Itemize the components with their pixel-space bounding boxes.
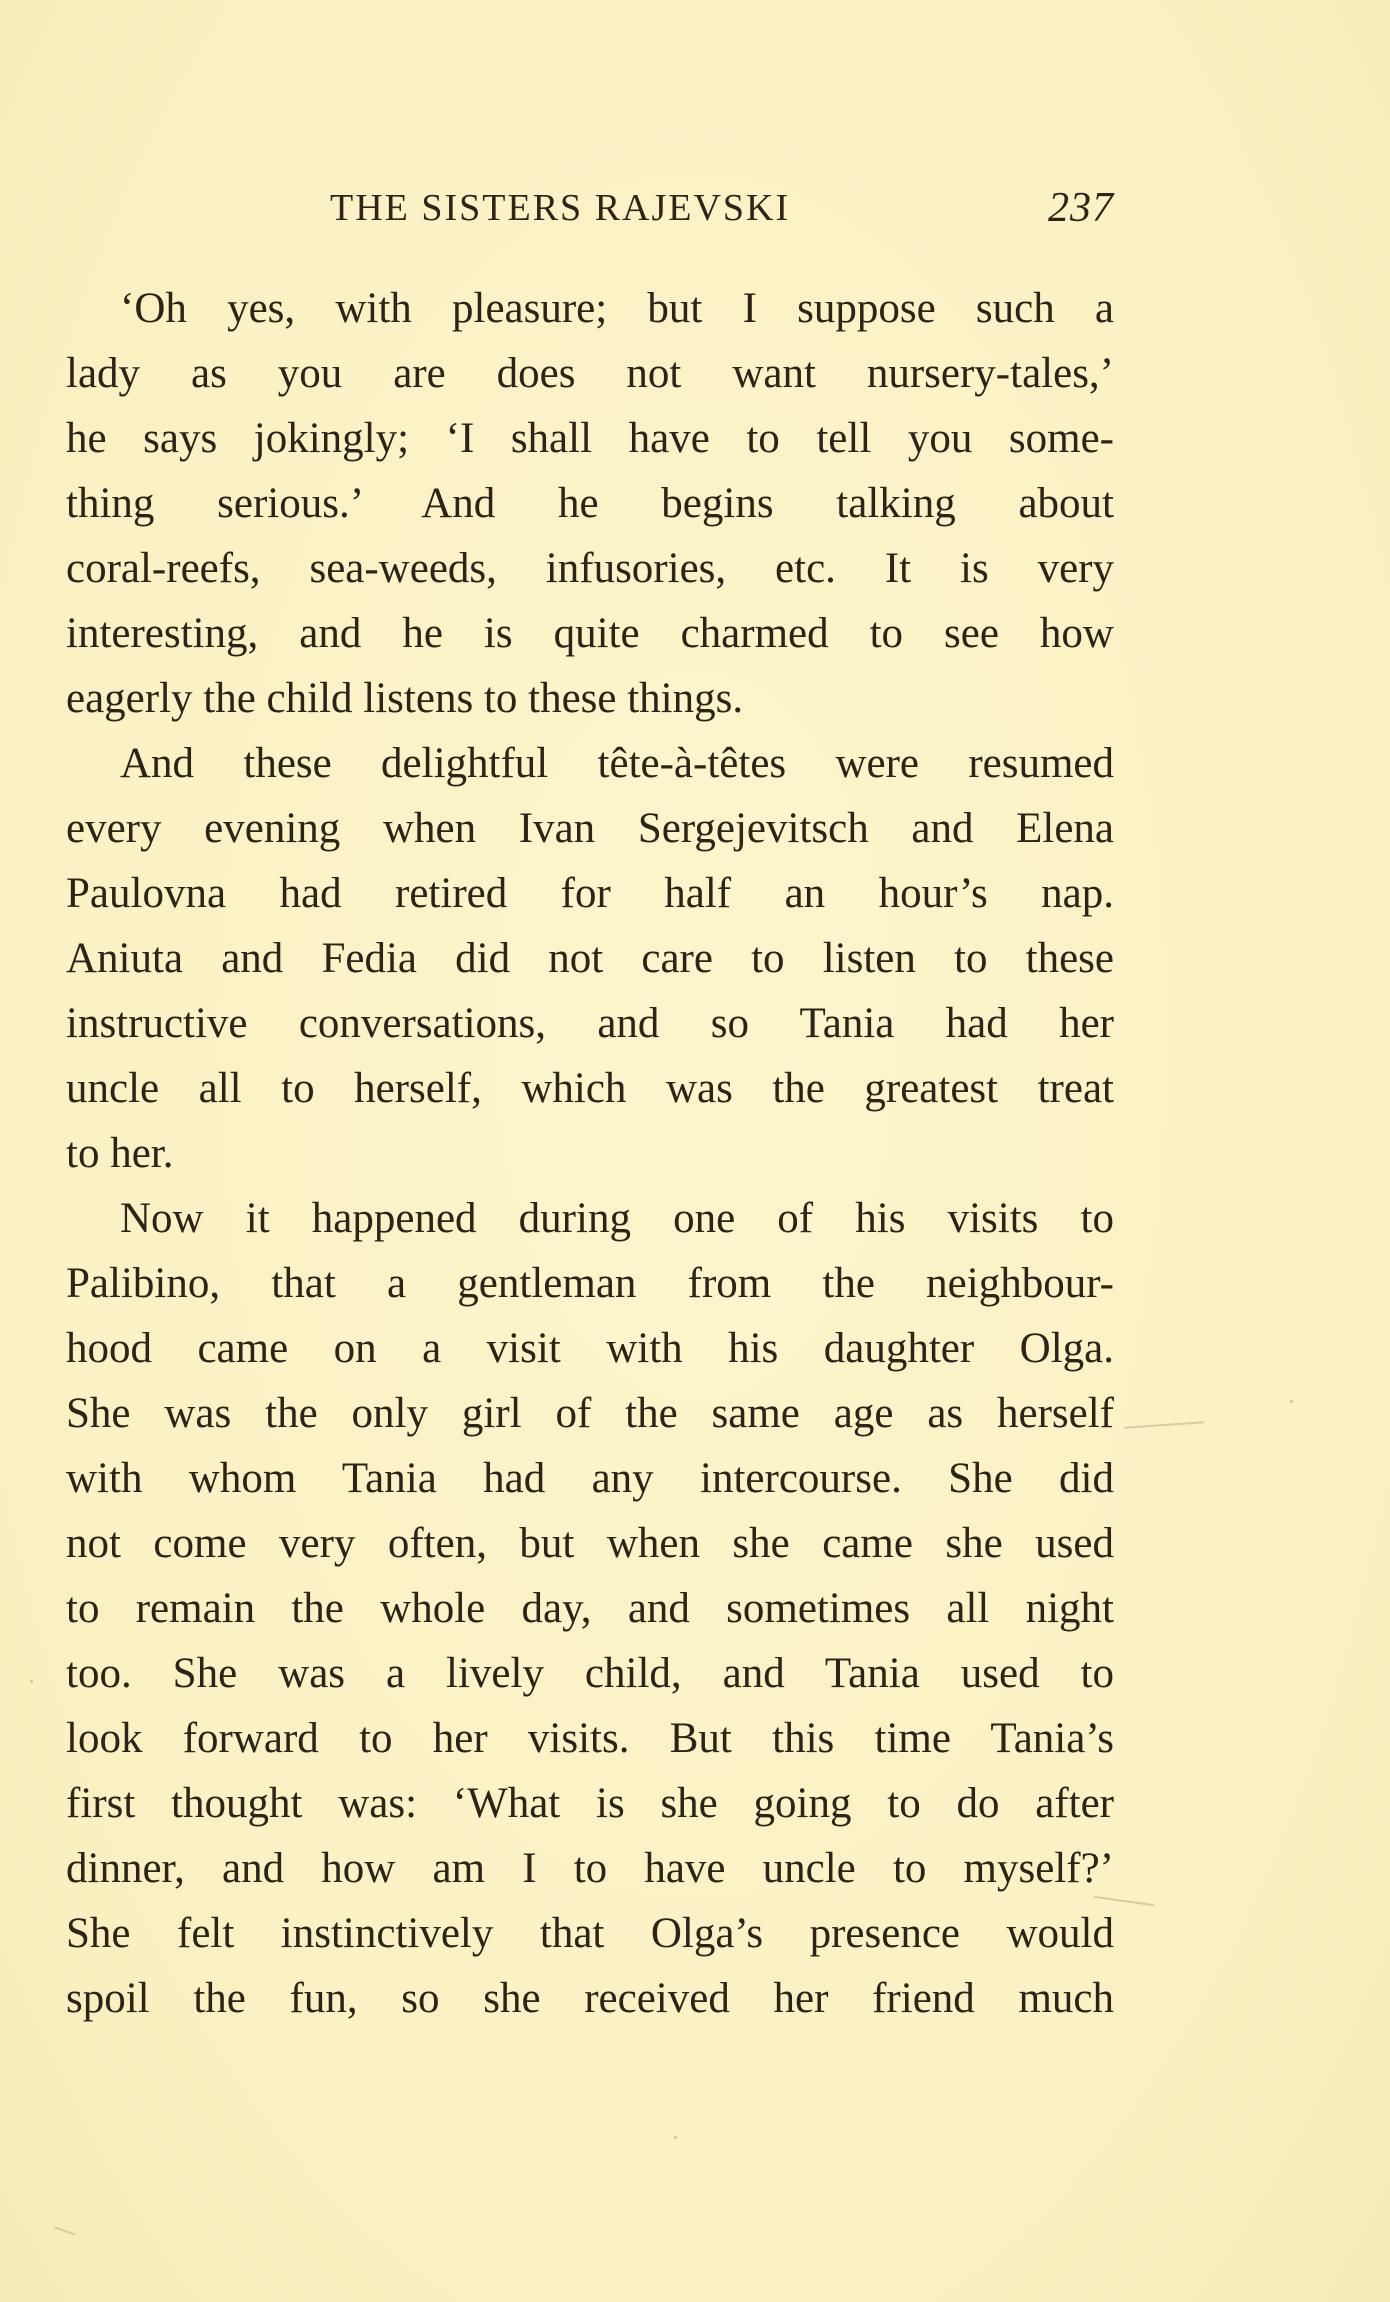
text-line: not come very often, but when she came she used — [66, 1520, 1114, 1567]
text-line: hood came on a visit with his daughter Olga. — [66, 1325, 1114, 1372]
body-text — [66, 276, 1114, 2031]
text-line: eagerly the child listens to these things. — [66, 675, 744, 722]
text-line: with whom Tania had any intercourse. She did — [66, 1455, 1114, 1502]
text-line: Palibino, that a gentleman from the neighbour- — [66, 1260, 1114, 1307]
text-line: every evening when Ivan Sergejevitsch and Elena — [66, 805, 1114, 852]
paper-blemish — [54, 2226, 75, 2235]
text-line: Aniuta and Fedia did not care to listen to these — [66, 935, 1114, 982]
text-line: first thought was: ‘What is she going to do after — [66, 1780, 1114, 1827]
running-head — [66, 186, 1114, 236]
text-line: coral-reefs, sea-weeds, infusories, etc. It is very — [66, 545, 1114, 592]
paper-speck — [30, 1680, 33, 1683]
running-title: THE SISTERS RAJEVSKI — [330, 187, 791, 229]
page-number: 237 — [1048, 185, 1114, 231]
text-line: he says jokingly; ‘I shall have to tell you some- — [66, 415, 1114, 462]
text-line: uncle all to herself, which was the greatest treat — [66, 1065, 1114, 1112]
text-line: Now it happened during one of his visits to — [120, 1195, 1114, 1242]
text-line: look forward to her visits. But this time Tania’s — [66, 1715, 1114, 1762]
text-line: thing serious.’ And he begins talking about — [66, 480, 1114, 527]
text-line: She felt instinctively that Olga’s presence would — [66, 1910, 1114, 1957]
text-line: interesting, and he is quite charmed to see how — [66, 610, 1114, 657]
text-line: ‘Oh yes, with pleasure; but I suppose such a — [120, 285, 1114, 332]
text-line: dinner, and how am I to have uncle to myself?’ — [66, 1845, 1114, 1892]
text-line: Paulovna had retired for half an hour’s nap. — [66, 870, 1114, 917]
paper-speck — [674, 2136, 677, 2139]
text-line: too. She was a lively child, and Tania used to — [66, 1650, 1114, 1697]
text-line: to remain the whole day, and sometimes all night — [66, 1585, 1114, 1632]
text-line: And these delightful tête-à-têtes were resumed — [120, 740, 1114, 787]
text-line: spoil the fun, so she received her friend much — [66, 1975, 1114, 2022]
text-line: to her. — [66, 1130, 174, 1177]
text-line: She was the only girl of the same age as herself — [66, 1390, 1114, 1437]
text-line: instructive conversations, and so Tania had her — [66, 1000, 1114, 1047]
paper-speck — [1290, 1400, 1293, 1403]
text-line: lady as you are does not want nursery-tales,’ — [66, 350, 1114, 397]
paper-blemish — [1124, 1421, 1204, 1429]
